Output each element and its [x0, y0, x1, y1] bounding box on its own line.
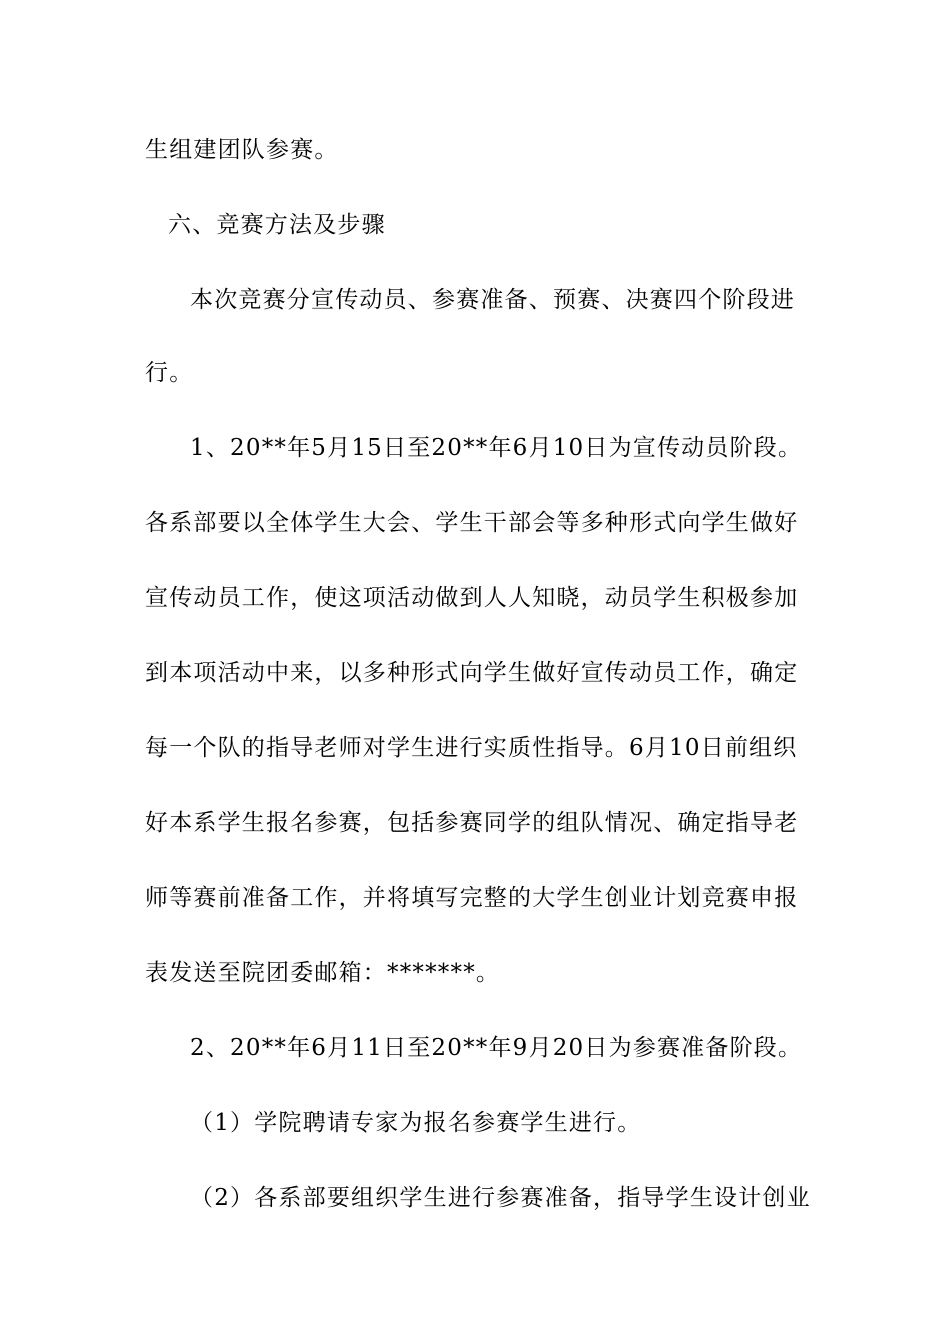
paragraph-line: 本次竞赛分宣传动员、参赛准备、预赛、决赛四个阶段进: [190, 287, 795, 313]
paragraph-line: 2、20**年6月11日至20**年9月20日为参赛准备阶段。: [190, 1035, 803, 1061]
paragraph-line: 宣传动员工作，使这项活动做到人人知晓，动员学生积极参加: [145, 585, 799, 611]
paragraph-line: 各系部要以全体学生大会、学生干部会等多种形式向学生做好: [145, 510, 799, 536]
paragraph-line: 好本系学生报名参赛，包括参赛同学的组队情况、确定指导老: [145, 810, 799, 836]
section-heading: 六、竞赛方法及步骤: [168, 212, 386, 238]
paragraph-line: 行。: [145, 360, 194, 386]
list-item: （1）学院聘请专家为报名参赛学生进行。: [190, 1110, 642, 1136]
paragraph-line: 每一个队的指导老师对学生进行实质性指导。6月10日前组织: [145, 735, 798, 761]
paragraph-line: 表发送至院团委邮箱：*******。: [145, 960, 501, 986]
paragraph-line: 1、20**年5月15日至20**年6月10日为宣传动员阶段。: [190, 435, 803, 461]
paragraph-line: 师等赛前准备工作，并将填写完整的大学生创业计划竞赛申报: [145, 885, 799, 911]
list-item: （2）各系部要组织学生进行参赛准备，指导学生设计创业: [190, 1185, 811, 1211]
paragraph-line: 生组建团队参赛。: [145, 137, 339, 163]
paragraph-line: 到本项活动中来，以多种形式向学生做好宣传动员工作，确定: [145, 660, 799, 686]
